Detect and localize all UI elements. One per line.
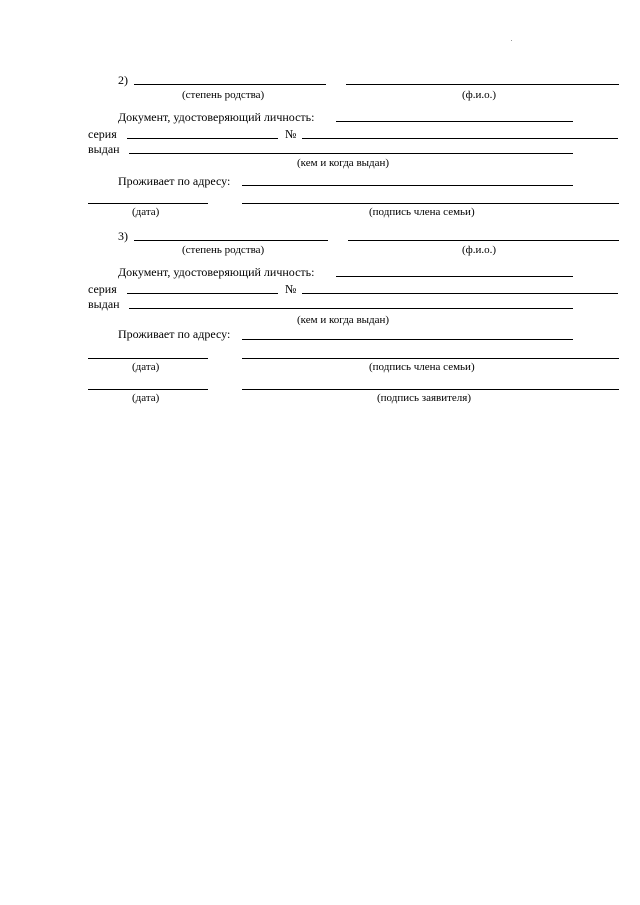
applicant-signature-line[interactable] xyxy=(242,389,619,390)
member2-series-line[interactable] xyxy=(127,138,278,139)
member3-document-line[interactable] xyxy=(336,276,573,277)
member3-document-label: Документ, удостоверяющий личность: xyxy=(118,265,315,279)
member3-date-line[interactable] xyxy=(88,358,208,359)
member2-number-sign: № xyxy=(285,127,297,141)
member2-fio-line[interactable] xyxy=(346,84,619,85)
member3-issued-line[interactable] xyxy=(129,308,573,309)
member3-relation-caption: (степень родства) xyxy=(182,244,265,256)
member2-number: 2) xyxy=(118,73,128,87)
member2-signature-caption: (подпись члена семьи) xyxy=(369,206,475,218)
member2-issued-caption: (кем и когда выдан) xyxy=(297,157,390,169)
member3-doc-number-line[interactable] xyxy=(302,293,618,294)
member2-doc-number-line[interactable] xyxy=(302,138,618,139)
member3-issued-caption: (кем и когда выдан) xyxy=(297,314,390,326)
member3-relation-line[interactable] xyxy=(134,240,328,241)
member2-date-caption: (дата) xyxy=(132,206,160,218)
member2-signature-line[interactable] xyxy=(242,203,619,204)
member2-relation-line[interactable] xyxy=(134,84,326,85)
member2-date-line[interactable] xyxy=(88,203,208,204)
member3-address-label: Проживает по адресу: xyxy=(118,327,231,341)
member3-signature-line[interactable] xyxy=(242,358,619,359)
member3-series-label: серия xyxy=(88,282,117,296)
member3-series-line[interactable] xyxy=(127,293,278,294)
member2-document-label: Документ, удостоверяющий личность: xyxy=(118,110,315,124)
member2-address-label: Проживает по адресу: xyxy=(118,174,231,188)
member3-fio-line[interactable] xyxy=(348,240,619,241)
member2-relation-caption: (степень родства) xyxy=(182,89,265,101)
scan-speck xyxy=(511,40,512,41)
member3-address-line[interactable] xyxy=(242,339,573,340)
member2-document-line[interactable] xyxy=(336,121,573,122)
member3-number-sign: № xyxy=(285,282,297,296)
applicant-date-caption: (дата) xyxy=(132,392,160,404)
member2-issued-line[interactable] xyxy=(129,153,573,154)
member3-fio-caption: (ф.и.о.) xyxy=(462,244,497,256)
member2-fio-caption: (ф.и.о.) xyxy=(462,89,497,101)
applicant-signature-caption: (подпись заявителя) xyxy=(377,392,472,404)
member3-date-caption: (дата) xyxy=(132,361,160,373)
member2-issued-label: выдан xyxy=(88,142,120,156)
member3-number: 3) xyxy=(118,229,128,243)
member3-signature-caption: (подпись члена семьи) xyxy=(369,361,475,373)
applicant-date-line[interactable] xyxy=(88,389,208,390)
member2-address-line[interactable] xyxy=(242,185,573,186)
member2-series-label: серия xyxy=(88,127,117,141)
member3-issued-label: выдан xyxy=(88,297,120,311)
